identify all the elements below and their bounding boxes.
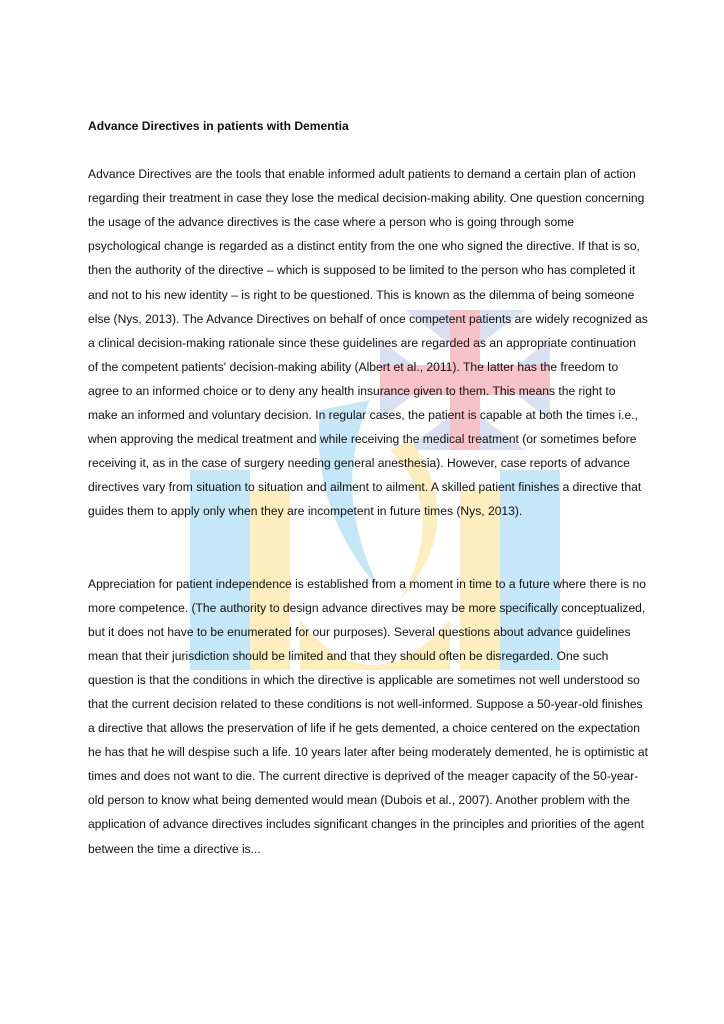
document-body [88, 114, 648, 861]
paragraph-1: Advance Directives are the tools that enable informed adult patients to demand a certain plan of action regarding their treatment in case they lose the medical decision-making ability. One question concerning the usage of the advance directives is the case where a person who is going through some psychological change is regarded as a distinct entity from the one who signed the directive. If that is so, then the authority of the directive – which is supposed to be limited to the person who has completed it and not to his new identity – is right to be questioned. This is known as the dilemma of being someone else (Nys, 2013). The Advance Directives on behalf of once competent patients are widely recognized as a clinical decision-making rationale since these guidelines are regarded as an appropriate continuation of the competent patients' decision-making ability (Albert et al., 2011). The latter has the freedom to agree to an informed choice or to deny any health insurance given to them. This means the right to make an informed and voluntary decision. In regular cases, the patient is capable at both the times i.e., when approving the medical treatment and while receiving the medical treatment (or sometimes before receiving it, as in the case of surgery needing general anesthesia). However, case reports of advance directives vary from situation to situation and ailment to ailment. A skilled patient finishes a directive that guides them to apply only when they are incompetent in future times (Nys, 2013). [88, 167, 648, 519]
paragraph-2: Appreciation for patient independence is established from a moment in time to a future where there is no more competence. (The authority to design advance directives may be more specifically conceptualized, but it does not have to be enumerated for our purposes). Several questions about advance guidelines mean that their jurisdiction should be limited and that they should often be disregarded. One such question is that the conditions in which the directive is applicable are sometimes not well understood so that the current decision related to these conditions is not well-informed. Suppose a 50-year-old finishes a directive that allows the preservation of life if he gets demented, a choice centered on the expectation he has that he will despise such a life. 10 years later after being moderately demented, he is optimistic at times and does not want to die. The current directive is deprived of the meager capacity of the 50-year-old person to know what being demented would mean (Dubois et al., 2007). Another problem with the application of advance directives includes significant changes in the principles and priorities of the agent between the time a directive is... [88, 576, 648, 856]
document-title: Advance Directives in patients with Dementia [88, 119, 349, 133]
